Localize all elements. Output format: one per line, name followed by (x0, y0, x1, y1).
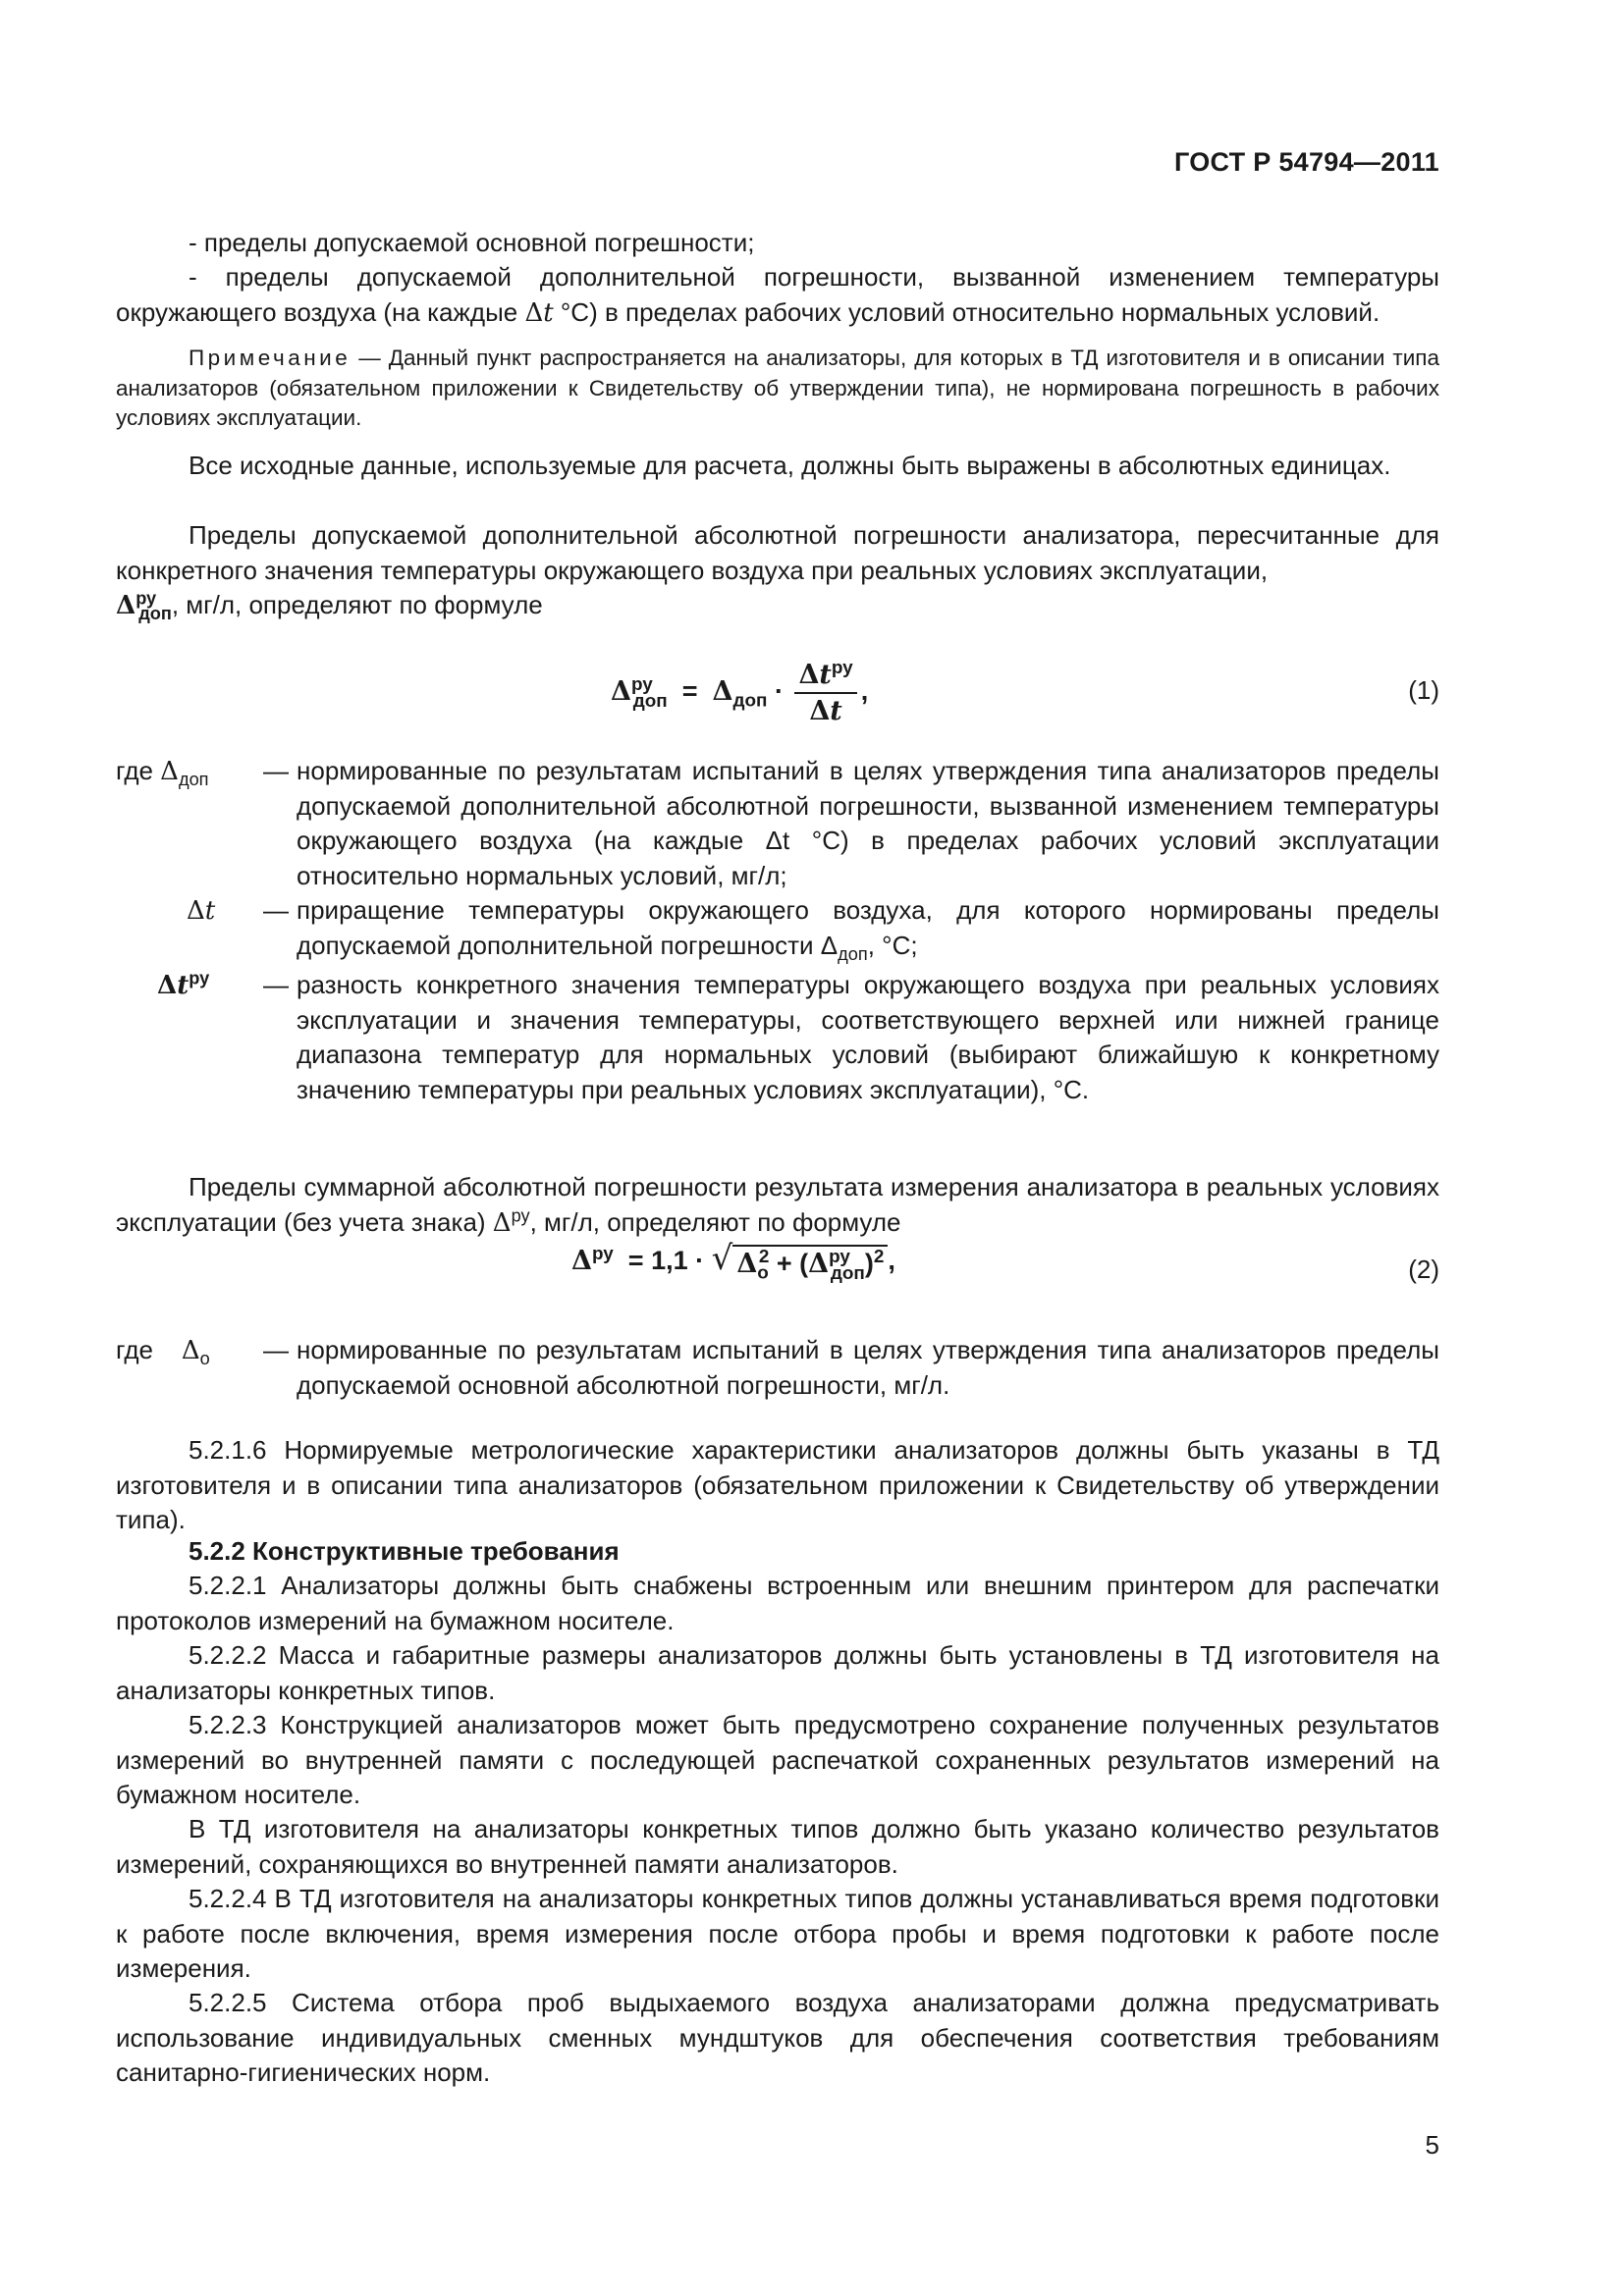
formula-1: $\Delta^{ру}_{доп} = \Delta_{доп}$ · $\frac{\Delta t^{ру}}{\Delta t}$ , (611, 658, 869, 726)
document-page: ГОСТ Р 54794—2011 - пределы допускаемой основной погрешности; - пределы допускаемой дополнительной погрешности, вызванной изменением температуры окружающего воздуха (на каждые Δt °С) в пределах рабочих условий относительно нормальных условий. Примечание — Данный пункт распространяется на анализаторы, для которых в ТД изготовителя и в описании типа анализаторов (обязательном приложении к Свидетельству об утверждении типа), не нормирована погрешность в рабочих условиях эксплуатации. Все исходные данные, используемые для расчета, должны быть выражены в абсолютных единицах. Пределы допускаемой дополнительной абсолютной погрешности анализатора, пересчитанные для конкретного значения температуры окружающего воздуха при реальных условиях эксплуатации, $\Delta^{ру}_{доп}$, мг/л, определяют по формуле $\Delta^{ру}_{доп} = \Delta_{доп}$ · $\frac{\Delta t^{ру}}{\Delta t}$ , (1) где $\Delta_{доп}$ — нормированные по результатам испытаний в целях утверждения типа анализаторов пределы допускаемой дополнительной абсолютной погрешности, вызванной изменением температуры окружающего воздуха (на каждые Δt °С) в пределах рабочих условий эксплуатации относительно нормальных условий, мг/л; Δt — приращение температуры окружающего воздуха, для которого нормированы пределы допускаемой дополнительной погрешности $\Delta_{доп}$, °С; $\Delta t^{ру}$ — разность конкретного значения температуры окружающего воздуха при реальных условиях эксплуатации и значения температуры, соответствующего верхней или нижней границе диапазона температур для нормальных условий (выбирают ближайшую к конкретному значению температуры при реальных условиях эксплуатации), °С. Пределы суммарной абсолютной погрешности результата измерения анализатора в реальных условиях эксплуатации (без учета знака) $\Delta^{ру}$, мг/л, определяют по формуле $\Delta^{ру} = 1,1$ · √ $\Delta_о^2 + (\Delta^{ру}_{доп})^2$ , (2) где $\Delta_о$ — нормированные по результатам испытаний в целях утверждения типа анализаторов пределы допускаемой основной абсолютной погрешности, мг/л. 5.2.1.6 Нормируемые метрологические характеристики анализаторов должны быть указаны в ТД изготовителя и в описании типа анализаторов (обязательном приложении к Свидетельству об утверждении типа). 5.2.2 Конструктивные требования 5.2.2.1 Анализаторы должны быть снабжены встроенным или внешним принтером для распечатки протоколов измерений на бумажном носителе. 5.2.2.2 Масса и габаритные размеры анализаторов должны быть установлены в ТД изготовителя на анализаторы конкретных типов. 5.2.2.3 Конструкцией анализаторов может быть предусмотрено сохранение полученных результатов измерений во внутренней памяти с последующей распечаткой сохраненных результатов измерений на бумажном носителе. В ТД изготовителя на анализаторы конкретных типов должно быть указано количество результатов измерений, сохраняющихся во внутренней памяти анализаторов. 5.2.2.4 В ТД изготовителя на анализаторы конкретных типов должны устанавливаться время подготовки к работе после включения, время измерения после отбора пробы и время подготовки к работе после измерения. 5.2.2.5 Система отбора проб выдыхаемого воздуха анализаторами должна предусматривать использование индивидуальных сменных мундштуков для обеспечения соответствия требованиям санитарно-гигиенических норм. 5 (116, 147, 1439, 2160)
page-number: 5 (1425, 2130, 1439, 2160)
note (116, 344, 1439, 434)
note-label: Примечание (189, 346, 352, 370)
list-item-additional-error: - пределы допускаемой дополнительной погрешности, вызванной изменением температуры окружающего воздуха (на каждые Δt °С) в пределах рабочих условий относительно нормальных условий. (116, 262, 1439, 328)
para-total-error: Пределы суммарной абсолютной погрешности результата измерения анализатора в реальных условиях эксплуатации (без учета знака) $\Delta^{ру}$, мг/л, определяют по формуле (116, 1172, 1439, 1238)
formula-2: $\Delta^{ру} = 1,1$ · √ $\Delta_о^2 + (\Delta^{ру}_{доп})^2$ , (571, 1239, 895, 1284)
para-absolute-units: Все исходные данные, используемые для расчета, должны быть выражены в абсолютных единицах. (189, 451, 1391, 480)
para-5-2-2-3-memory: В ТД изготовителя на анализаторы конкретных типов должно быть указано количество результатов измерений, сохраняющихся во внутренней памяти анализаторов. (116, 1814, 1439, 1879)
fraction: $\frac{\Delta t^{ру}}{\Delta t}$ (794, 660, 856, 726)
square-root: $\Delta_о^2 + (\Delta^{ру}_{доп})^2$ (732, 1245, 888, 1279)
para-additional-limits: Пределы допускаемой дополнительной абсолютной погрешности анализатора, пересчитанные для конкретного значения температуры окружающего воздуха при реальных условиях эксплуатации, $\Delta^{ру}_{доп}$, мг/л, определяют по формуле (116, 520, 1439, 624)
note-text: — Данный пункт распространяется на анализаторы, для которых в ТД изготовителя и в описании типа анализаторов (обязательном приложении к Свидетельству об утверждении типа), не нормирована погрешность в рабочих условиях эксплуатации. (116, 346, 1439, 430)
formula-2-number: (2) (1408, 1255, 1439, 1284)
para-5-2-2-1: 5.2.2.1 Анализаторы должны быть снабжены встроенным или внешним принтером для распечатки протоколов измерений на бумажном носителе. (116, 1571, 1439, 1635)
formula-1-number: (1) (1408, 675, 1439, 705)
list-item-basic-error: - пределы допускаемой основной погрешности; (189, 228, 755, 257)
para-5-2-2-2: 5.2.2.2 Масса и габаритные размеры анализаторов должны быть установлены в ТД изготовителя на анализаторы конкретных типов. (116, 1640, 1439, 1705)
para-5-2-2-3: 5.2.2.3 Конструкцией анализаторов может быть предусмотрено сохранение полученных результатов измерений во внутренней памяти с последующей распечаткой сохраненных результатов измерений на бумажном носителе. (116, 1710, 1439, 1809)
para-5-2-2-4: 5.2.2.4 В ТД изготовителя на анализаторы конкретных типов должны устанавливаться время подготовки к работе после включения, время измерения после отбора пробы и время подготовки к работе после измерения. (116, 1884, 1439, 1983)
standard-code: ГОСТ Р 54794—2011 (1173, 147, 1439, 177)
para-5-2-2-5: 5.2.2.5 Система отбора проб выдыхаемого воздуха анализаторами должна предусматривать использование индивидуальных сменных мундштуков для обеспечения соответствия требованиям санитарно-гигиенических норм. (116, 1988, 1439, 2087)
para-5-2-1-6: 5.2.1.6 Нормируемые метрологические характеристики анализаторов должны быть указаны в ТД изготовителя и в описании типа анализаторов (обязательном приложении к Свидетельству об утверждении типа). (116, 1435, 1439, 1534)
section-heading-5-2-2: 5.2.2 Конструктивные требования (189, 1536, 620, 1566)
